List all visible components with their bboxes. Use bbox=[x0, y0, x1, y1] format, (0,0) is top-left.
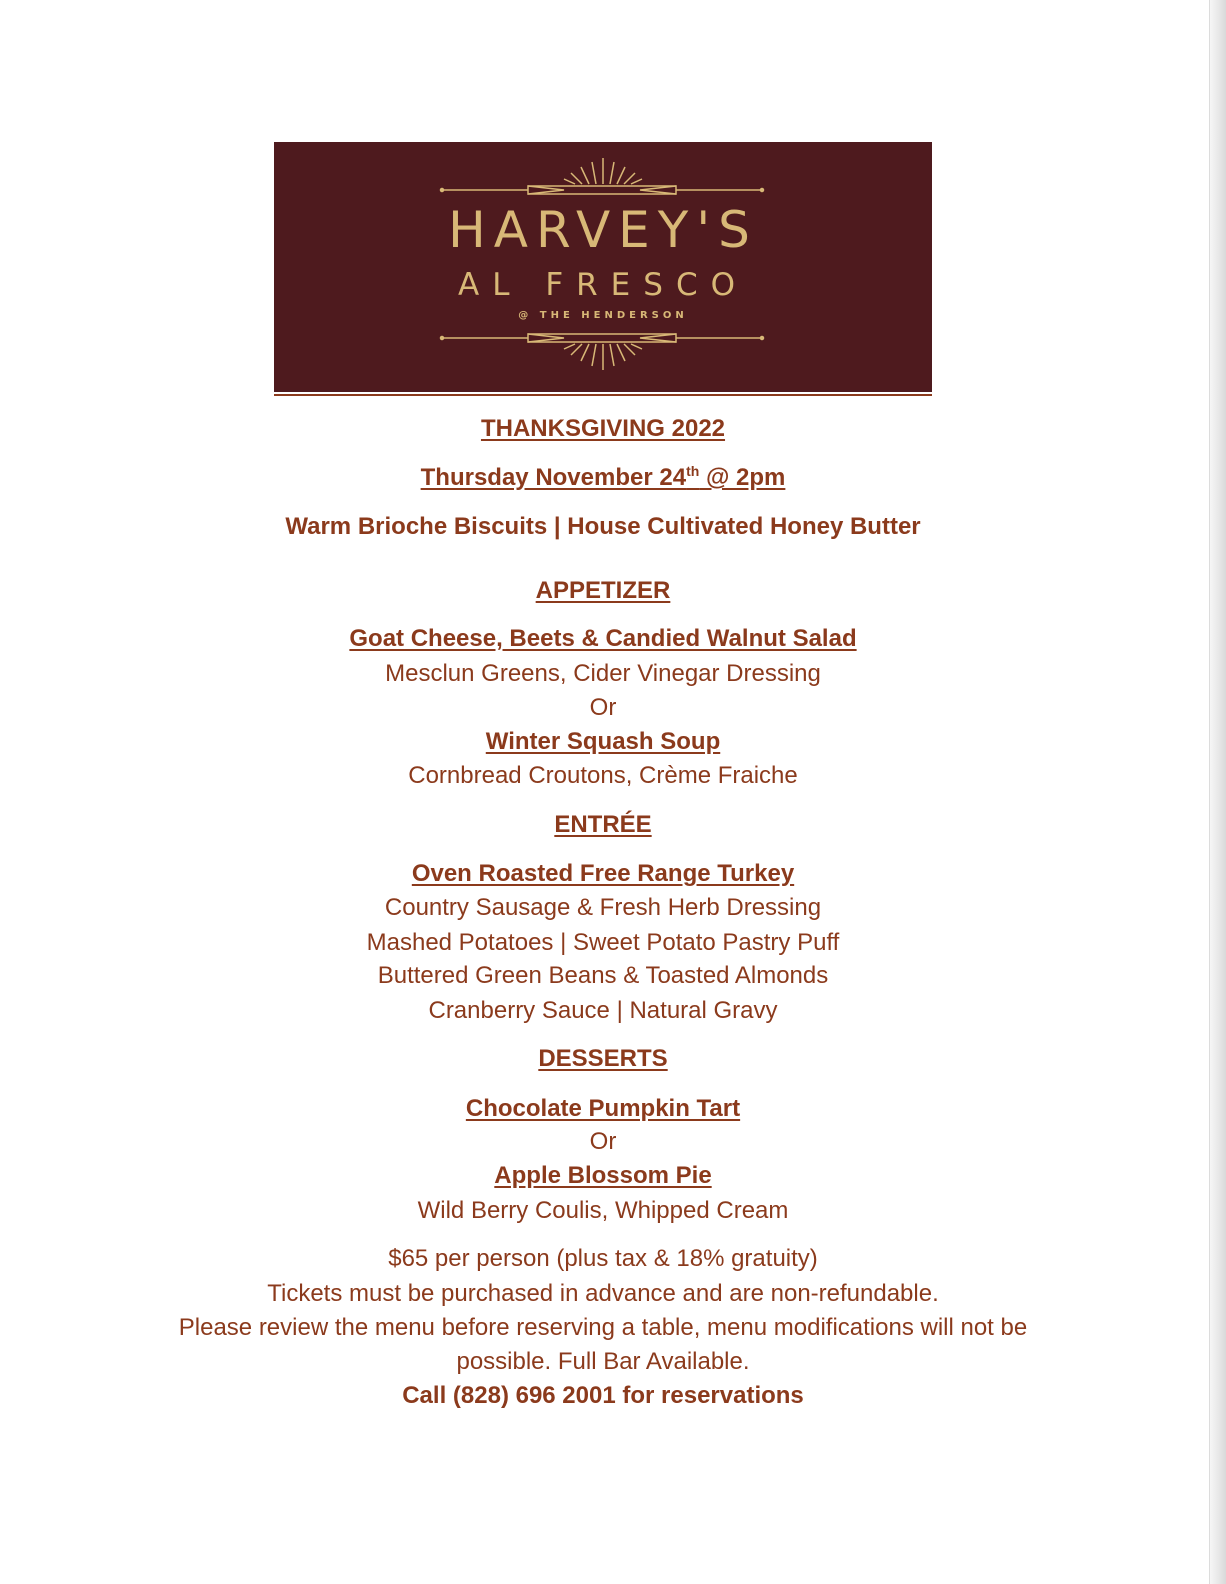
bread-course: Warm Brioche Biscuits | House Cultivated Honey Butter bbox=[285, 513, 921, 540]
appetizer-item-name: Goat Cheese, Beets & Candied Walnut Salad bbox=[349, 625, 857, 652]
appetizer-heading: APPETIZER bbox=[535, 577, 671, 604]
price-info: $65 per person (plus tax & 18% gratuity) bbox=[388, 1245, 818, 1272]
logo-banner bbox=[274, 142, 932, 392]
review-note: Please review the menu before reserving a table, menu modifications will not be bbox=[178, 1314, 1028, 1341]
logo-underline bbox=[274, 394, 932, 396]
appetizer-item-description: Mesclun Greens, Cider Vinegar Dressing bbox=[385, 660, 821, 687]
dessert-item-name: Chocolate Pumpkin Tart bbox=[465, 1095, 741, 1122]
or-separator: Or bbox=[589, 694, 617, 721]
reservation-phone: Call (828) 696 2001 for reservations bbox=[402, 1382, 804, 1409]
event-date-time: @ 2pm bbox=[699, 464, 786, 491]
entree-side: Buttered Green Beans & Toasted Almonds bbox=[377, 962, 829, 989]
event-title: THANKSGIVING 2022 bbox=[480, 415, 726, 442]
entree-item-name: Oven Roasted Free Range Turkey bbox=[411, 860, 795, 887]
event-date-suffix-ordinal: th bbox=[686, 463, 700, 479]
dessert-item-name: Apple Blossom Pie bbox=[494, 1162, 712, 1189]
entree-side: Country Sausage & Fresh Herb Dressing bbox=[384, 894, 822, 921]
event-date-prefix: Thursday November 24 bbox=[420, 464, 687, 491]
dessert-item-description: Wild Berry Coulis, Whipped Cream bbox=[417, 1197, 789, 1224]
appetizer-item-description: Cornbread Croutons, Crème Fraiche bbox=[408, 762, 798, 789]
entree-side: Mashed Potatoes | Sweet Potato Pastry Puff bbox=[366, 929, 840, 956]
appetizer-item-name: Winter Squash Soup bbox=[485, 728, 721, 755]
page-edge bbox=[1209, 0, 1226, 1584]
entree-heading: ENTRÉE bbox=[554, 811, 652, 838]
logo-location: @ THE HENDERSON bbox=[518, 310, 688, 321]
review-note: possible. Full Bar Available. bbox=[456, 1348, 750, 1375]
logo-name: HARVEY'S bbox=[448, 201, 758, 259]
logo-subtitle: AL FRESCO bbox=[457, 267, 748, 303]
event-date bbox=[0, 462, 1206, 494]
or-separator: Or bbox=[589, 1128, 617, 1155]
ticket-policy: Tickets must be purchased in advance and are non-refundable. bbox=[267, 1280, 939, 1307]
desserts-heading: DESSERTS bbox=[538, 1045, 668, 1072]
entree-side: Cranberry Sauce | Natural Gravy bbox=[428, 997, 778, 1024]
